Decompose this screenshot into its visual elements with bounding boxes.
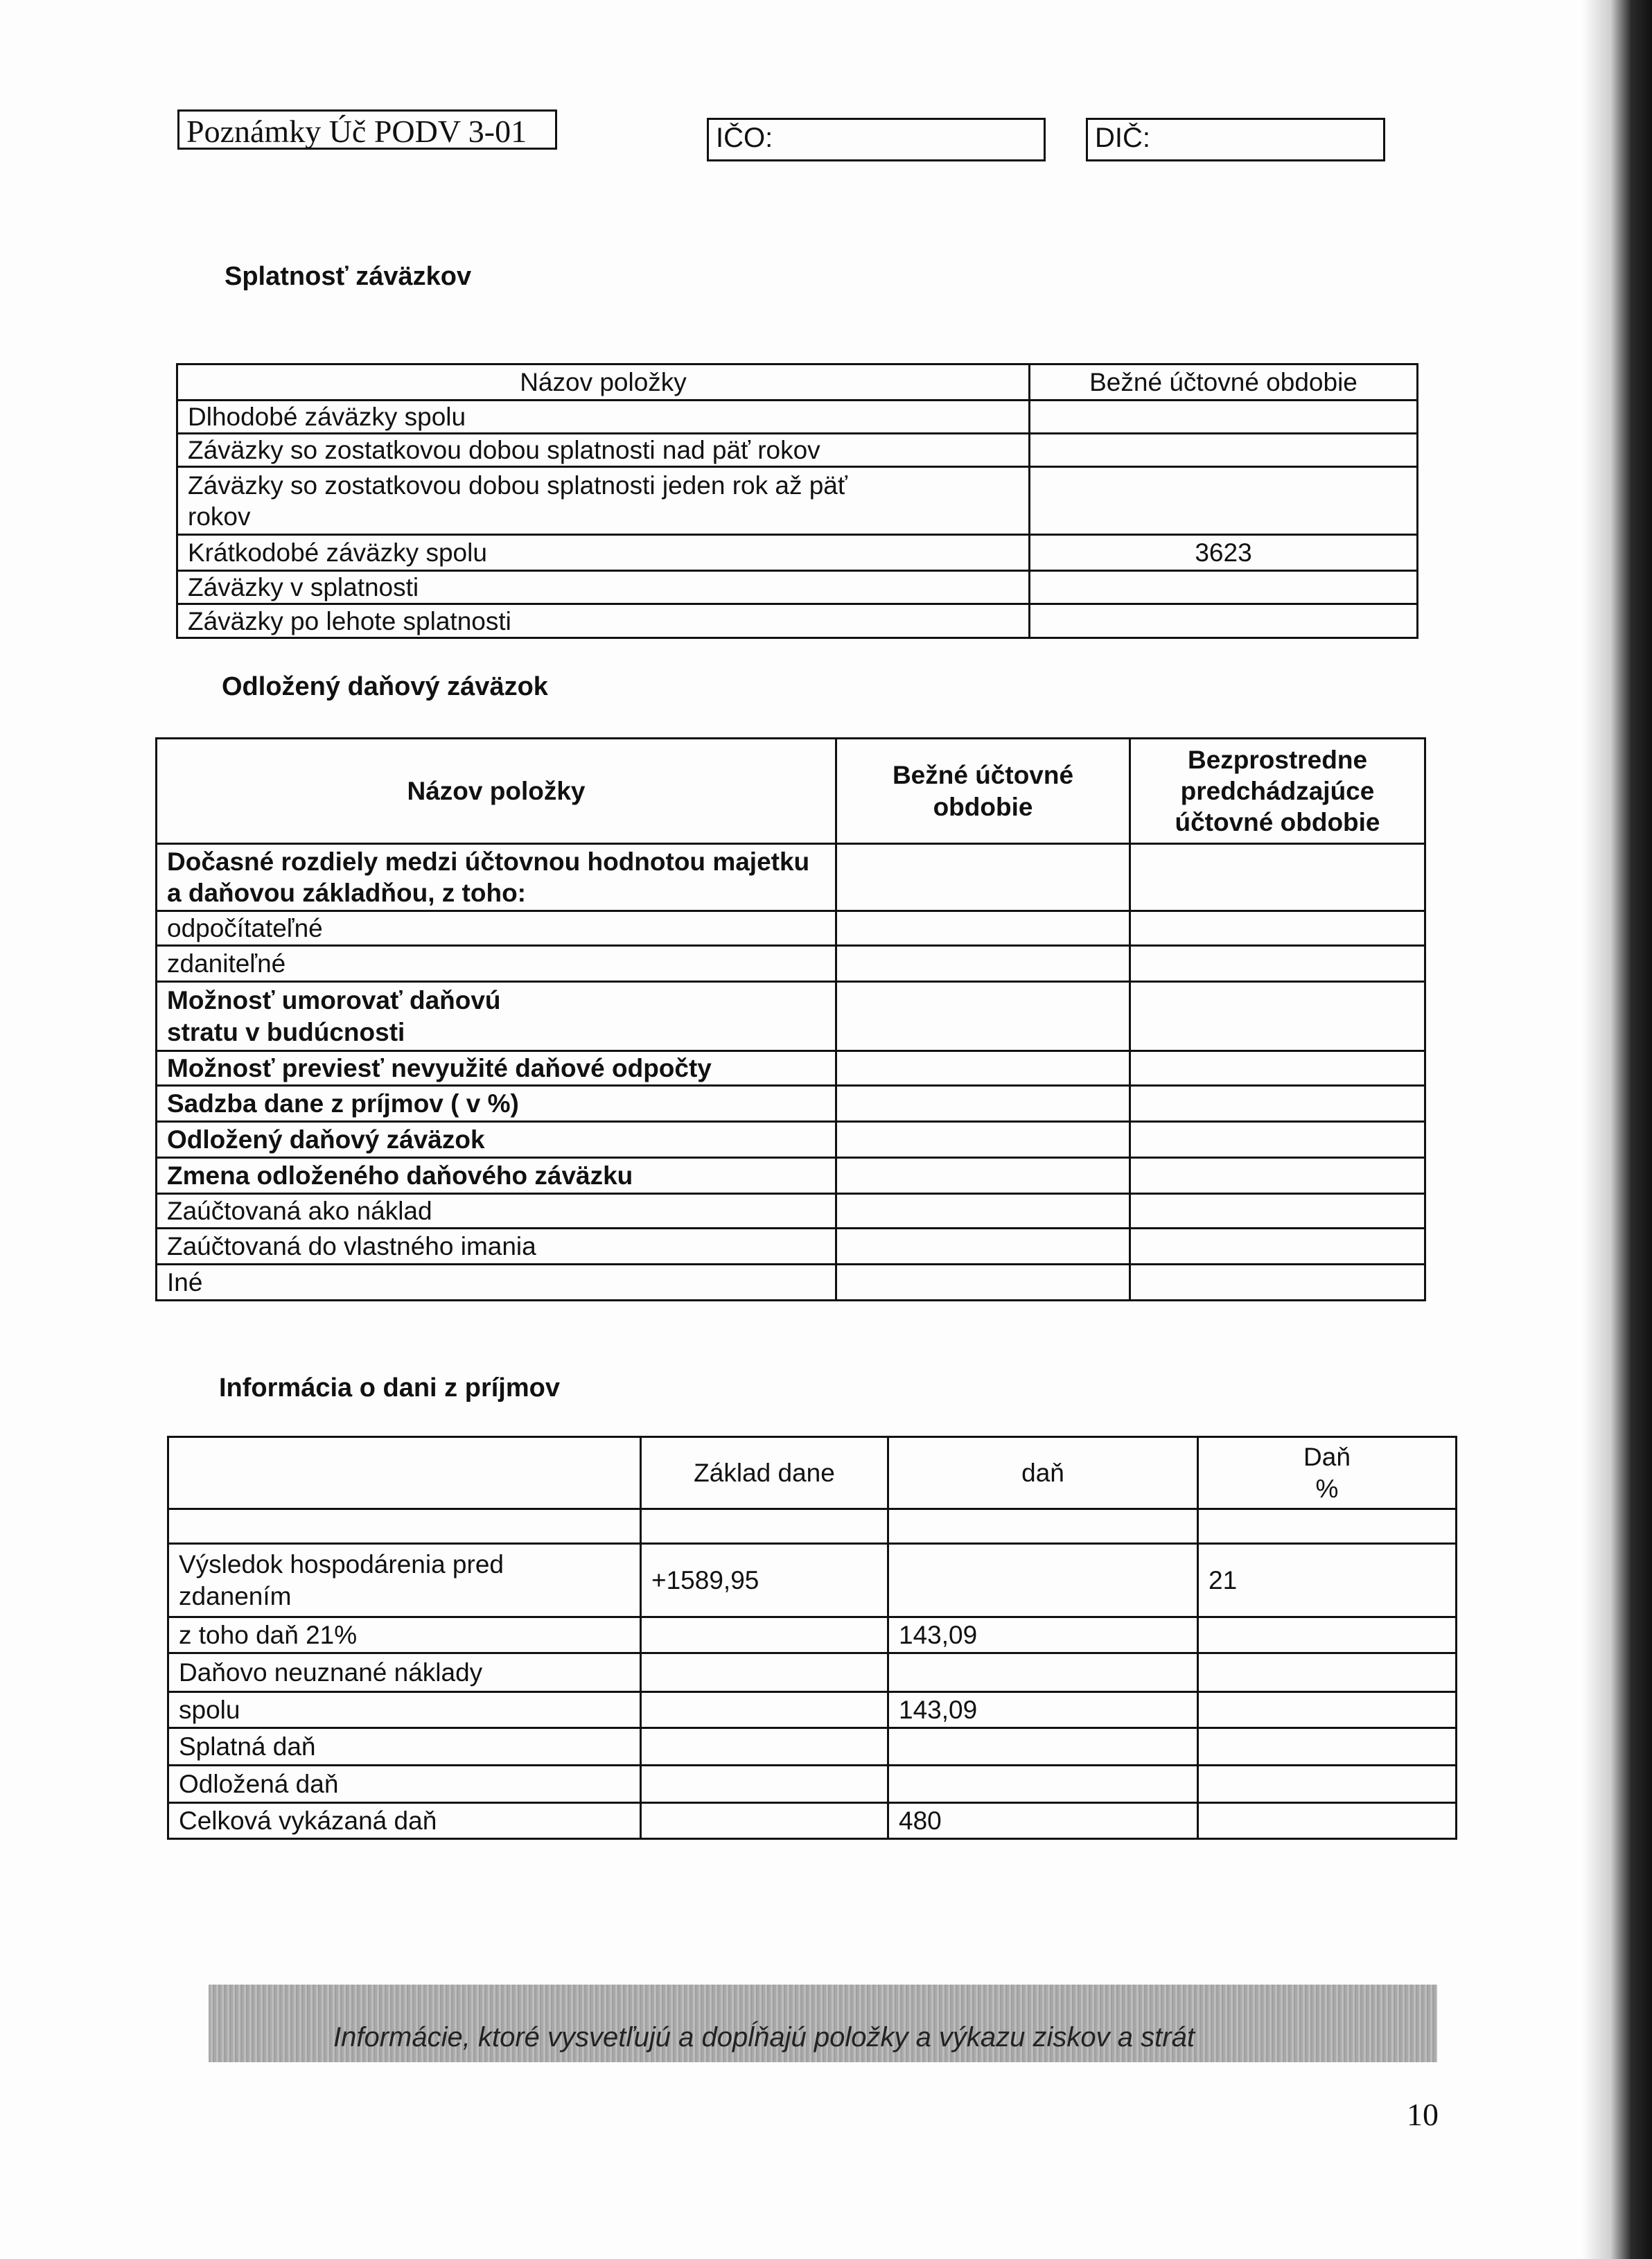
cell-previous: [1130, 1265, 1425, 1301]
cell-previous: [1130, 1086, 1425, 1122]
table-row: [157, 1051, 1425, 1086]
cell-pct: [1198, 1766, 1457, 1803]
table-dan: [167, 1436, 1457, 1840]
cell-current: [836, 982, 1130, 1051]
cell-base: [641, 1509, 888, 1544]
section-title-dan: Informácia o dani z príjmov: [219, 1373, 560, 1403]
cell-current: [836, 1051, 1130, 1086]
table-row: [168, 1617, 1457, 1653]
row-label: Zaúčtovaná do vlastného imania: [157, 1229, 836, 1265]
cell-pct: [1198, 1509, 1457, 1544]
table-header-row: [177, 364, 1418, 401]
cell-pct: [1198, 1692, 1457, 1728]
row-label: odpočítateľné: [157, 911, 836, 946]
page-number: 10: [1407, 2097, 1439, 2132]
row-value: [1030, 467, 1418, 535]
cell-pct: [1198, 1617, 1457, 1653]
table-row: [168, 1728, 1457, 1766]
row-label: Sadzba dane z príjmov ( v %): [157, 1086, 836, 1122]
cell-base: +1589,95: [641, 1544, 888, 1617]
cell-current: [836, 844, 1130, 911]
cell-pct: [1198, 1653, 1457, 1692]
cell-base: [641, 1728, 888, 1766]
cell-previous: [1130, 1229, 1425, 1265]
row-label: Zmena odloženého daňového záväzku: [157, 1158, 836, 1194]
table-row: [157, 1194, 1425, 1229]
row-label: Možnosť umorovať daňovú stratu v budúcnosti: [157, 982, 836, 1051]
cell-current: [836, 1086, 1130, 1122]
table-row: [168, 1803, 1457, 1839]
cell-current: [836, 1158, 1130, 1194]
col-header: Názov položky: [157, 739, 836, 844]
table-row: [157, 911, 1425, 946]
row-label: Záväzky so zostatkovou dobou splatnosti nad päť rokov: [177, 434, 1030, 467]
table-row: [168, 1544, 1457, 1617]
cell-tax: [888, 1509, 1198, 1544]
cell-previous: [1130, 1194, 1425, 1229]
row-value: [1030, 604, 1418, 638]
table-header-row: [168, 1437, 1457, 1509]
col-header: [168, 1437, 641, 1509]
table-row: [177, 604, 1418, 638]
table-odlozeny: [155, 737, 1426, 1301]
cell-base: [641, 1617, 888, 1653]
row-label: Dlhodobé záväzky spolu: [177, 401, 1030, 434]
col-header: Základ dane: [641, 1437, 888, 1509]
row-value: [1030, 434, 1418, 467]
cell-current: [836, 1194, 1130, 1229]
cell-base: [641, 1692, 888, 1728]
cell-previous: [1130, 1158, 1425, 1194]
col-header: daň: [888, 1437, 1198, 1509]
section-title-splatnost: Splatnosť záväzkov: [225, 262, 472, 291]
section-banner: Informácie, ktoré vysvetľujú a dopĺňajú položky a výkazu ziskov a strát: [209, 1985, 1437, 2062]
cell-previous: [1130, 946, 1425, 982]
table-splatnost: [176, 363, 1418, 639]
cell-pct: [1198, 1803, 1457, 1839]
cell-current: [836, 1122, 1130, 1158]
table-row: [157, 1229, 1425, 1265]
cell-tax: [888, 1653, 1198, 1692]
cell-previous: [1130, 911, 1425, 946]
row-value: 3623: [1030, 535, 1418, 571]
row-label: Zaúčtovaná ako náklad: [157, 1194, 836, 1229]
cell-tax: 143,09: [888, 1617, 1198, 1653]
row-label: Odložená daň: [168, 1766, 641, 1803]
cell-tax: 480: [888, 1803, 1198, 1839]
table-row: [177, 535, 1418, 571]
row-label: Výsledok hospodárenia pred zdanením: [168, 1544, 641, 1617]
table-row: [157, 946, 1425, 982]
table-row: [177, 401, 1418, 434]
cell-base: [641, 1766, 888, 1803]
row-label: z toho daň 21%: [168, 1617, 641, 1653]
cell-previous: [1130, 844, 1425, 911]
cell-current: [836, 1265, 1130, 1301]
cell-current: [836, 911, 1130, 946]
row-label: Iné: [157, 1265, 836, 1301]
table-row: [157, 1086, 1425, 1122]
cell-previous: [1130, 1051, 1425, 1086]
cell-previous: [1130, 1122, 1425, 1158]
row-label: Dočasné rozdiely medzi účtovnou hodnotou majetku a daňovou základňou, z toho:: [157, 844, 836, 911]
cell-current: [836, 1229, 1130, 1265]
cell-previous: [1130, 982, 1425, 1051]
row-label: spolu: [168, 1692, 641, 1728]
section-title-odlozeny: Odložený daňový záväzok: [222, 672, 548, 701]
row-label: [168, 1509, 641, 1544]
row-label: Celková vykázaná daň: [168, 1803, 641, 1839]
dic-field: DIČ:: [1086, 118, 1385, 161]
row-label: Splatná daň: [168, 1728, 641, 1766]
table-row: [168, 1766, 1457, 1803]
table-row: [177, 571, 1418, 604]
table-row: [177, 434, 1418, 467]
form-code-box: Poznámky Úč PODV 3-01: [177, 109, 557, 150]
col-header: Bezprostredne predchádzajúce účtovné obdobie: [1130, 739, 1425, 844]
col-header: Bežné účtovné obdobie: [836, 739, 1130, 844]
row-label: Krátkodobé záväzky spolu: [177, 535, 1030, 571]
row-value: [1030, 571, 1418, 604]
table-row: [168, 1692, 1457, 1728]
cell-pct: 21: [1198, 1544, 1457, 1617]
table-row: [157, 1158, 1425, 1194]
table-row: [157, 982, 1425, 1051]
table-header-row: [157, 739, 1425, 844]
cell-tax: [888, 1766, 1198, 1803]
cell-base: [641, 1803, 888, 1839]
table-row: [157, 1265, 1425, 1301]
table-row: [168, 1653, 1457, 1692]
table-row: [168, 1509, 1457, 1544]
col-header: Daň %: [1198, 1437, 1457, 1509]
table-row: [177, 467, 1418, 535]
col-header: Názov položky: [177, 364, 1030, 401]
cell-current: [836, 946, 1130, 982]
col-header: Bežné účtovné obdobie: [1030, 364, 1418, 401]
row-label: Záväzky v splatnosti: [177, 571, 1030, 604]
row-label: Daňovo neuznané náklady: [168, 1653, 641, 1692]
row-label: zdaniteľné: [157, 946, 836, 982]
scan-edge: [1583, 0, 1652, 2259]
ico-field: IČO:: [707, 118, 1046, 161]
row-label: Možnosť previesť nevyužité daňové odpočty: [157, 1051, 836, 1086]
cell-pct: [1198, 1728, 1457, 1766]
row-label: Odložený daňový záväzok: [157, 1122, 836, 1158]
cell-tax: 143,09: [888, 1692, 1198, 1728]
row-label: Záväzky so zostatkovou dobou splatnosti jeden rok až päť rokov: [177, 467, 1030, 535]
table-row: [157, 1122, 1425, 1158]
cell-tax: [888, 1544, 1198, 1617]
cell-tax: [888, 1728, 1198, 1766]
row-label: Záväzky po lehote splatnosti: [177, 604, 1030, 638]
table-row: [157, 844, 1425, 911]
cell-base: [641, 1653, 888, 1692]
row-value: [1030, 401, 1418, 434]
